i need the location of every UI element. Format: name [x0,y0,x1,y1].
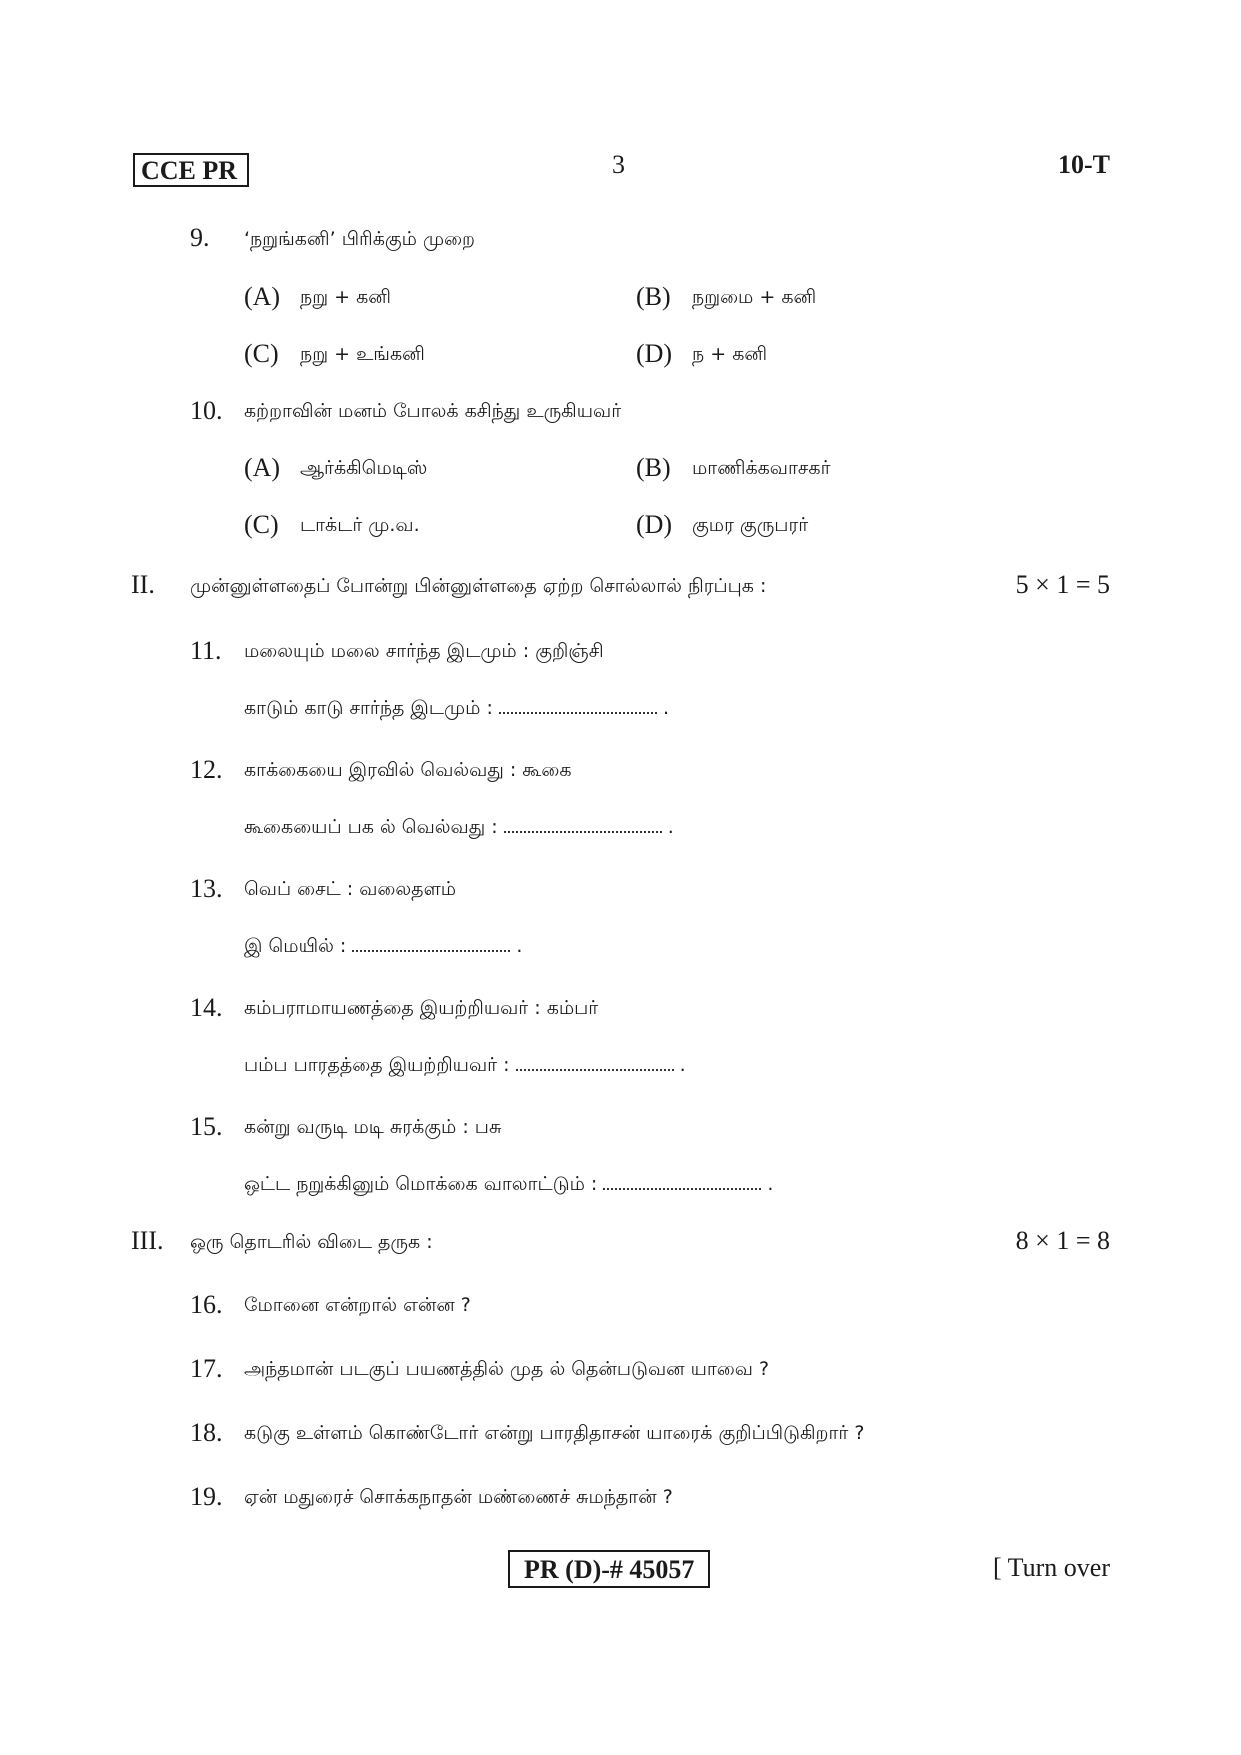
answer-blank [504,817,662,833]
fill-blank-end: . [662,697,669,719]
question-number: 9. [190,223,210,252]
fill-blank-end: . [516,935,523,957]
fill-blank-line [244,697,669,722]
answer-blank [603,1174,761,1190]
question-text: ‘நறுங்கனி’ பிரிக்கும் முறை [244,228,475,250]
option-label: (C) [244,339,279,368]
fill-blank-line [244,816,674,841]
answer-blank [516,1055,674,1071]
question-text: கற்றாவின் மனம் போலக் கசிந்து உருகியவர் [244,400,622,422]
header-left-code: CCE PR [133,153,249,187]
section-title: முன்னுள்ளதைப் போன்று பின்னுள்ளதை ஏற்ற சொல்லால் நிரப்புக : [190,575,767,597]
question-line: வெப் சைட் : வலைதளம் [244,878,456,900]
question-number: 16. [190,1290,223,1319]
option-text: ந + கனி [692,343,768,365]
question-number: 12. [190,755,223,784]
question-number: 18. [190,1418,223,1447]
option-label: (C) [244,510,279,539]
option-text: ஆர்க்கிமெடிஸ் [300,457,428,479]
fill-blank-line [244,935,522,960]
section-title: ஒரு தொடரில் விடை தருக : [190,1231,433,1253]
fill-blank-prompt: கூகையைப் பக ல் வெல்வது : [244,816,498,838]
header-right-code: 10-T [1058,150,1110,179]
question-line: மலையும் மலை சார்ந்த இடமும் : குறிஞ்சி [244,640,604,662]
option-text: நறுமை + கனி [692,286,817,308]
question-number: 11. [190,636,222,665]
fill-blank-prompt: பம்ப பாரதத்தை இயற்றியவர் : [244,1054,510,1076]
fill-blank-line [244,1054,686,1079]
answer-blank [499,698,657,714]
question-text: மோனை என்றால் என்ன ? [244,1294,471,1316]
fill-blank-end: . [767,1173,774,1195]
fill-blank-end: . [667,816,674,838]
section-marks: 5 × 1 = 5 [1015,570,1110,599]
option-text: நறு + உங்கனி [300,343,425,365]
question-text: ஏன் மதுரைச் சொக்கநாதன் மண்ணைச் சுமந்தான் ? [244,1486,673,1508]
fill-blank-prompt: இ மெயில் : [244,935,347,957]
question-number: 17. [190,1354,223,1383]
question-text: கடுகு உள்ளம் கொண்டோர் என்று பாரதிதாசன் யாரைக் குறிப்பிடுகிறார் ? [244,1422,865,1444]
answer-blank [352,936,510,952]
question-line: கன்று வருடி மடி சுரக்கும் : பசு [244,1116,502,1138]
section-number: III. [131,1226,164,1255]
fill-blank-line [244,1173,773,1198]
footer-code: PR (D)-# 45057 [508,1550,710,1588]
option-label: (D) [636,510,673,539]
option-label: (A) [244,282,281,311]
section-number: II. [131,570,155,599]
option-text: குமர குருபரர் [692,514,809,536]
page-number: 3 [612,150,625,179]
fill-blank-end: . [679,1054,686,1076]
option-text: டாக்டர் மு.வ. [300,514,420,536]
fill-blank-prompt: ஒட்ட நறுக்கினும் மொக்கை வாலாட்டும் : [244,1173,598,1195]
question-number: 13. [190,874,223,903]
option-text: மாணிக்கவாசகர் [692,457,831,479]
question-line: காக்கையை இரவில் வெல்வது : கூகை [244,759,572,781]
option-text: நறு + கனி [300,286,391,308]
fill-blank-prompt: காடும் காடு சார்ந்த இடமும் : [244,697,493,719]
option-label: (A) [244,453,281,482]
option-label: (B) [636,282,671,311]
question-number: 14. [190,993,223,1022]
option-label: (B) [636,453,671,482]
question-text: அந்தமான் படகுப் பயணத்தில் முத ல் தென்படுவன யாவை ? [244,1358,770,1380]
question-line: கம்பராமாயணத்தை இயற்றியவர் : கம்பர் [244,997,599,1019]
question-number: 10. [190,396,223,425]
question-number: 15. [190,1112,223,1141]
section-marks: 8 × 1 = 8 [1015,1226,1110,1255]
question-number: 19. [190,1482,223,1511]
turn-over-note: [ Turn over [992,1553,1110,1582]
option-label: (D) [636,339,673,368]
